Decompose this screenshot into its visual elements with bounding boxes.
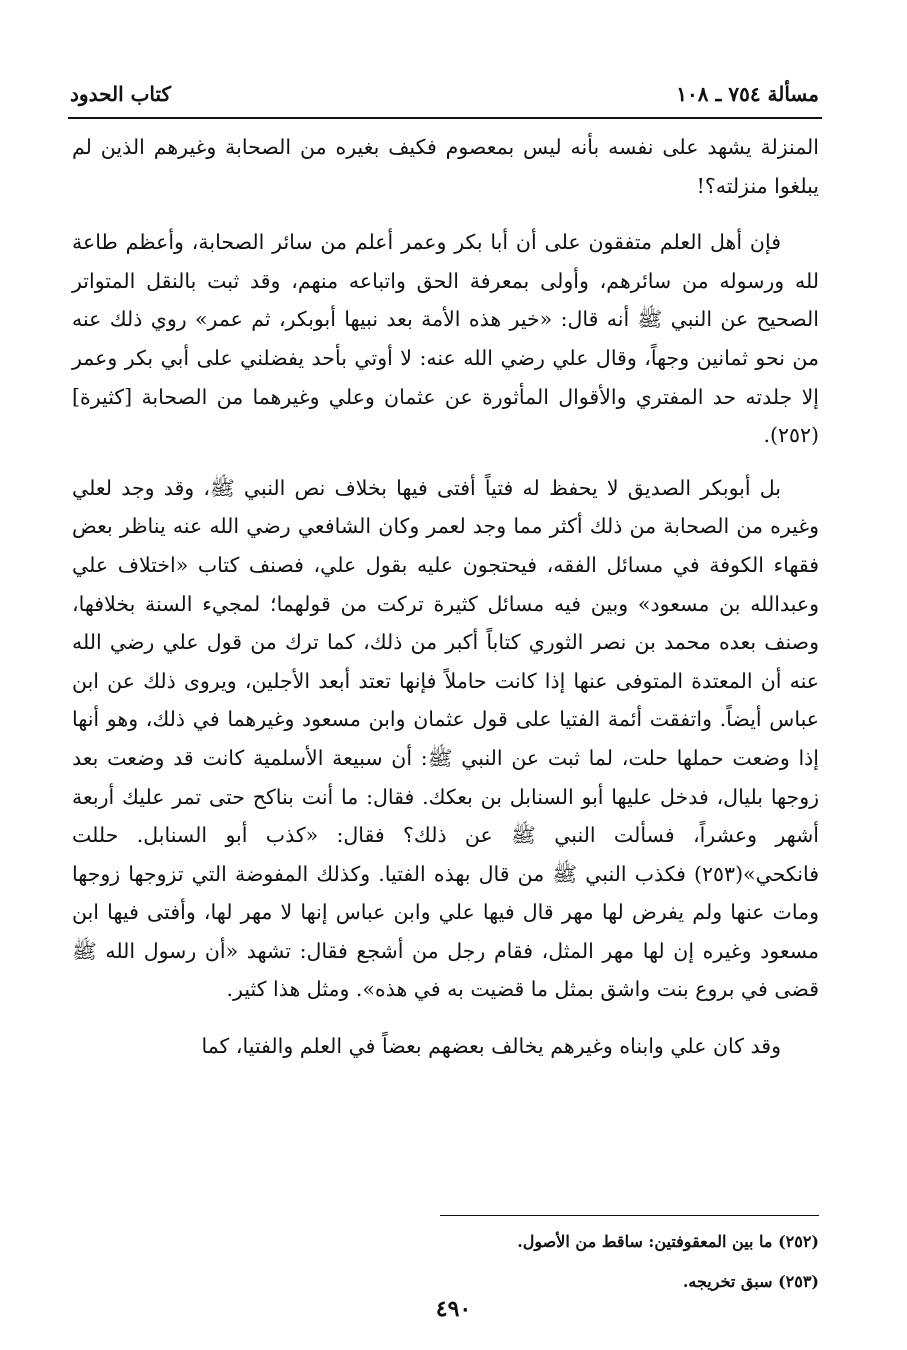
footnote-divider [440, 1215, 819, 1216]
footnotes [300, 1222, 819, 1302]
paragraph-1: المنزلة يشهد على نفسه بأنه ليس بمعصوم فكيف بغيره من الصحابة وغيرهم الذين لم يبلغوا منزلته؟! [72, 135, 819, 198]
footnote-252: (٢٥٢) ما بين المعقوفتين: ساقط من الأصول. [517, 1232, 819, 1251]
page-number: ٤٩٠ [435, 1296, 472, 1322]
header-book-title: كتاب الحدود [70, 82, 172, 106]
paragraph-4: وقد كان علي وابناه وغيرهم يخالف بعضهم بعضاً في العلم والفتيا، كما [201, 1034, 781, 1059]
paragraph-2: فإن أهل العلم متفقون على أن أبا بكر وعمر أعلم من سائر الصحابة، وأعظم طاعة لله ورسوله من سائرهم، وأولى بمعرفة الحق واتباعه منهم، وقد ثبت بالنقل المتواتر الصحيح عن النبي ﷺ أنه قال: «خير هذه الأمة بعد نبيها أبوبكر، ثم عمر» روي ذلك عنه من نحو ثمانين وجهاً، وقال علي رضي الله عنه: لا أوتي بأحد يفضلني على أبي بكر وعمر إلا جلدته حد المفتري والأقوال المأثورة عن عثمان وعلي وغيرهما من الصحابة [كثيرة](٢٥٢). [72, 230, 819, 448]
header-issue-number: مسألة ٧٥٤ ـ ١٠٨ [676, 82, 819, 106]
main-text [72, 128, 819, 1066]
paragraph-3: بل أبوبكر الصديق لا يحفظ له فتياً أفتى فيها بخلاف نص النبي ﷺ، وقد وجد لعلي وغيره من الصحابة من ذلك أكثر مما وجد لعمر وكان الشافعي رضي الله عنه يناظر بعض فقهاء الكوفة في مسائل الفقه، فيحتجون عليه بقول علي، فصنف كتاب «اختلاف علي وعبدالله بن مسعود» وبين فيه مسائل كثيرة تركت من قولهما؛ لمجيء السنة بخلافها، وصنف بعده محمد بن نصر الثوري كتاباً أكبر من ذلك، كما ترك من قول علي رضي الله عنه أن المعتدة المتوفى عنها إذا كانت حاملاً فإنها تعتد أبعد الأجلين، ويروى ذلك عن ابن عباس أيضاً. واتفقت أئمة الفتيا على قول عثمان وابن مسعود وغيرهما في ذلك، وهو أنها إذا وضعت حملها حلت، لما ثبت عن النبي ﷺ: أن سبيعة الأسلمية كانت قد وضعت بعد زوجها بليال، فدخل عليها أبو السنابل بن بعكك. فقال: ما أنت بناكح حتى تمر عليك أربعة أشهر وعشراً، فسألت النبي ﷺ عن ذلك؟ فقال: «كذب أبو السنابل. حللت فانكحي»(٢٥٣) فكذب النبي ﷺ من قال بهذه الفتيا. وكذلك المفوضة التي تزوجها زوجها ومات عنها ولم يفرض لها مهر قال فيها علي وابن عباس إنها لا مهر لها، وأفتى فيها ابن مسعود وغيره إن لها مهر المثل، فقام رجل من أشجع فقال: تشهد «أن رسول الله ﷺ قضى في بروع بنت واشق بمثل ما قضيت به في هذه». ومثل هذا كثير. [72, 475, 819, 1002]
header-divider [68, 117, 822, 119]
footnote-253: (٢٥٣) سبق تخريجه. [682, 1272, 819, 1291]
running-header [70, 62, 819, 106]
